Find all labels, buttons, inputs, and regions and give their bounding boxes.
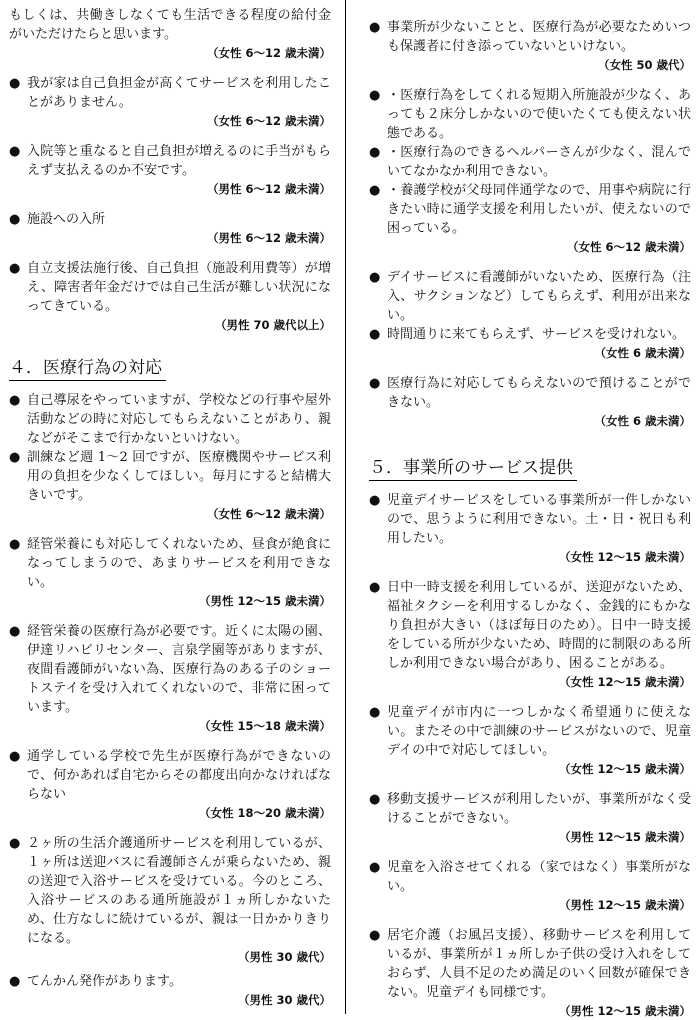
respondent-attribution: （男性 30 歳代） (237, 950, 331, 964)
respondent-attribution: （男性 12～15 歳未満） (558, 898, 691, 912)
respondent-attribution: （女性 15～18 歳未満） (198, 719, 331, 733)
list-item: ● 児童デイが市内に一つしかなく希望通りに使えない。またその中で訓練のサービスがないので、児童デイの中で対応してほしい。 (369, 705, 691, 758)
continued-text: もしくは、共働きしなくても生活できる程度の給付金がいただけたらと思います。 (9, 8, 331, 42)
list-item: ● 経管栄養の医療行為が必要です。近くに太陽の園、伊達リハビリセンター、言泉学園等がありますが、夜間看護師がいない為、医療行為のある子のショートステイを受け入れてくれないので、非常に困っています。 (9, 624, 331, 715)
list-item: ● てんかん発作があります。 (9, 974, 182, 989)
respondent-attribution: （女性 12～15 歳未満） (558, 762, 691, 776)
respondent-attribution: （男性 12～15 歳未満） (558, 1004, 691, 1018)
bullet-icon: ● (9, 974, 21, 989)
list-item: ● ・医療行為をしてくれる短期入所施設が少なく、あっても２床分しかないので使いたくても使えない状態である。 (369, 88, 691, 141)
list-item: ● 自立支援法施行後、自己負担（施設利用費等）が増え、障害者年金だけでは自己生活が難しい状況になってきている。 (9, 261, 331, 314)
bullet-icon: ● (9, 261, 21, 276)
list-item: ● デイサービスに看護師がいないため、医療行為（注入、サクションなど）してもらえず、利用が出来ない。 (369, 270, 691, 323)
list-item: ● 時間通りに来てもらえず、サービスを受けれない。 (369, 327, 685, 342)
respondent-attribution: （女性 6～12 歳未満） (206, 46, 331, 60)
bullet-icon: ● (369, 327, 381, 342)
respondent-attribution: （男性 70 歳代以上） (214, 318, 331, 332)
bullet-icon: ● (369, 792, 381, 807)
bullet-icon: ● (369, 860, 381, 875)
list-item: ● 児童を入浴させてくれる（家ではなく）事業所がない。 (369, 860, 691, 894)
bullet-icon: ● (9, 836, 21, 851)
respondent-attribution: （女性 6 歳未満） (594, 346, 691, 360)
list-item: ● 事業所が少ないことと、医療行為が必要なためいつも保護者に付き添っていないといけない。 (369, 20, 691, 54)
bullet-icon: ● (369, 493, 381, 508)
respondent-attribution: （女性 18～20 歳未満） (198, 806, 331, 820)
respondent-attribution: （女性 6～12 歳未満） (206, 507, 331, 521)
bullet-icon: ● (369, 580, 381, 595)
respondent-attribution: （男性 6～12 歳未満） (206, 231, 331, 245)
list-item: ● 児童デイサービスをしている事業所が一件しかないので、思うように利用できない。土・日・祝日も利用したい。 (369, 493, 691, 546)
list-item: ● ２ヶ所の生活介護通所サービスを利用しているが、１ヶ所は送迎バスに看護師さんが乗らないため、親の送迎で入浴サービスを受けている。今のところ、入浴サービスのある通所施設が１ヵ所しかないため、仕方なしに続けているが、親は一日かかりきりになる。 (9, 836, 331, 946)
respondent-attribution: （女性 12～15 歳未満） (558, 675, 691, 689)
section-heading-service-provision: ５．事業所のサービス提供 (369, 456, 577, 481)
bullet-icon: ● (369, 20, 381, 35)
bullet-icon: ● (369, 270, 381, 285)
bullet-icon: ● (9, 393, 21, 408)
right-column (369, 6, 691, 1020)
list-item: ● 移動支援サービスが利用したいが、事業所がなく受けることができない。 (369, 792, 691, 826)
list-item: ● 施設への入所 (9, 212, 106, 227)
bullet-icon: ● (9, 749, 21, 764)
bullet-icon: ● (9, 537, 21, 552)
list-item: ● ・医療行為のできるヘルパーさんが少なく、混んでいてなかなか利用できない。 (369, 145, 691, 179)
bullet-icon: ● (369, 88, 381, 103)
bullet-icon: ● (9, 624, 21, 639)
bullet-icon: ● (369, 183, 381, 198)
list-item: ● 日中一時支援を利用しているが、送迎がないため、福祉タクシーを利用するしかなく、金銭的にもかなり負担が大きい（ほぼ毎日のため）。日中一時支援をしている所が少ないため、時間的に制限のある所しか利用できない場合があり、困ることがある。 (369, 580, 691, 671)
respondent-attribution: （女性 6～12 歳未満） (206, 114, 331, 128)
respondent-attribution: （男性 12～15 歳未満） (558, 830, 691, 844)
list-item: ● 経管栄養にも対応してくれないため、昼食が絶食になってしまうので、あまりサービスを利用できない。 (9, 537, 331, 590)
left-column (9, 6, 331, 1009)
list-item: ● 訓練など週 1～2 回ですが、医療機関やサービス利用の負担を少なくしてほしい。毎月にすると結構大きいです。 (9, 450, 331, 503)
bullet-icon: ● (369, 705, 381, 720)
bullet-icon: ● (9, 144, 21, 159)
list-item: ● 医療行為に対応してもらえないので預けることができない。 (369, 376, 691, 410)
respondent-attribution: （女性 6 歳未満） (594, 414, 691, 428)
bullet-icon: ● (9, 76, 21, 91)
bullet-icon: ● (9, 450, 21, 465)
bullet-icon: ● (369, 928, 381, 943)
respondent-attribution: （男性 6～12 歳未満） (206, 182, 331, 196)
bullet-icon: ● (369, 145, 381, 160)
list-item: ● 通学している学校で先生が医療行為ができないので、何かあれば自宅からその都度出向かなければならない (9, 749, 331, 802)
respondent-attribution: （女性 50 歳代） (597, 58, 691, 72)
respondent-attribution: （女性 6～12 歳未満） (566, 240, 691, 254)
section-heading-medical-care: ４．医療行為の対応 (9, 356, 166, 381)
respondent-attribution: （男性 12～15 歳未満） (198, 594, 331, 608)
bullet-icon: ● (9, 212, 21, 227)
list-item: ● 居宅介護（お風呂支援）、移動サービスを利用しているが、事業所が１ヵ所しか子供の受け入れをしておらず、人員不足のため満足のいく回数が確保できない。児童デイも同様です。 (369, 928, 691, 1000)
respondent-attribution: （女性 12～15 歳未満） (558, 550, 691, 564)
bullet-icon: ● (369, 376, 381, 391)
respondent-attribution: （男性 30 歳代） (237, 993, 331, 1007)
list-item: ● 入院等と重なると自己負担が増えるのに手当がもらえず支払えるのか不安です。 (9, 144, 331, 178)
list-item: ● ・養護学校が父母同伴通学なので、用事や病院に行きたい時に通学支援を利用したいが、使えないので困っている。 (369, 183, 691, 236)
column-divider (345, 0, 346, 1014)
list-item: ● 自己導尿をやっていますが、学校などの行事や屋外活動などの時に対応してもらえないことがあり、親などがそこまで行かないといけない。 (9, 393, 331, 446)
list-item: ● 我が家は自己負担金が高くてサービスを利用したことがありません。 (9, 76, 331, 110)
